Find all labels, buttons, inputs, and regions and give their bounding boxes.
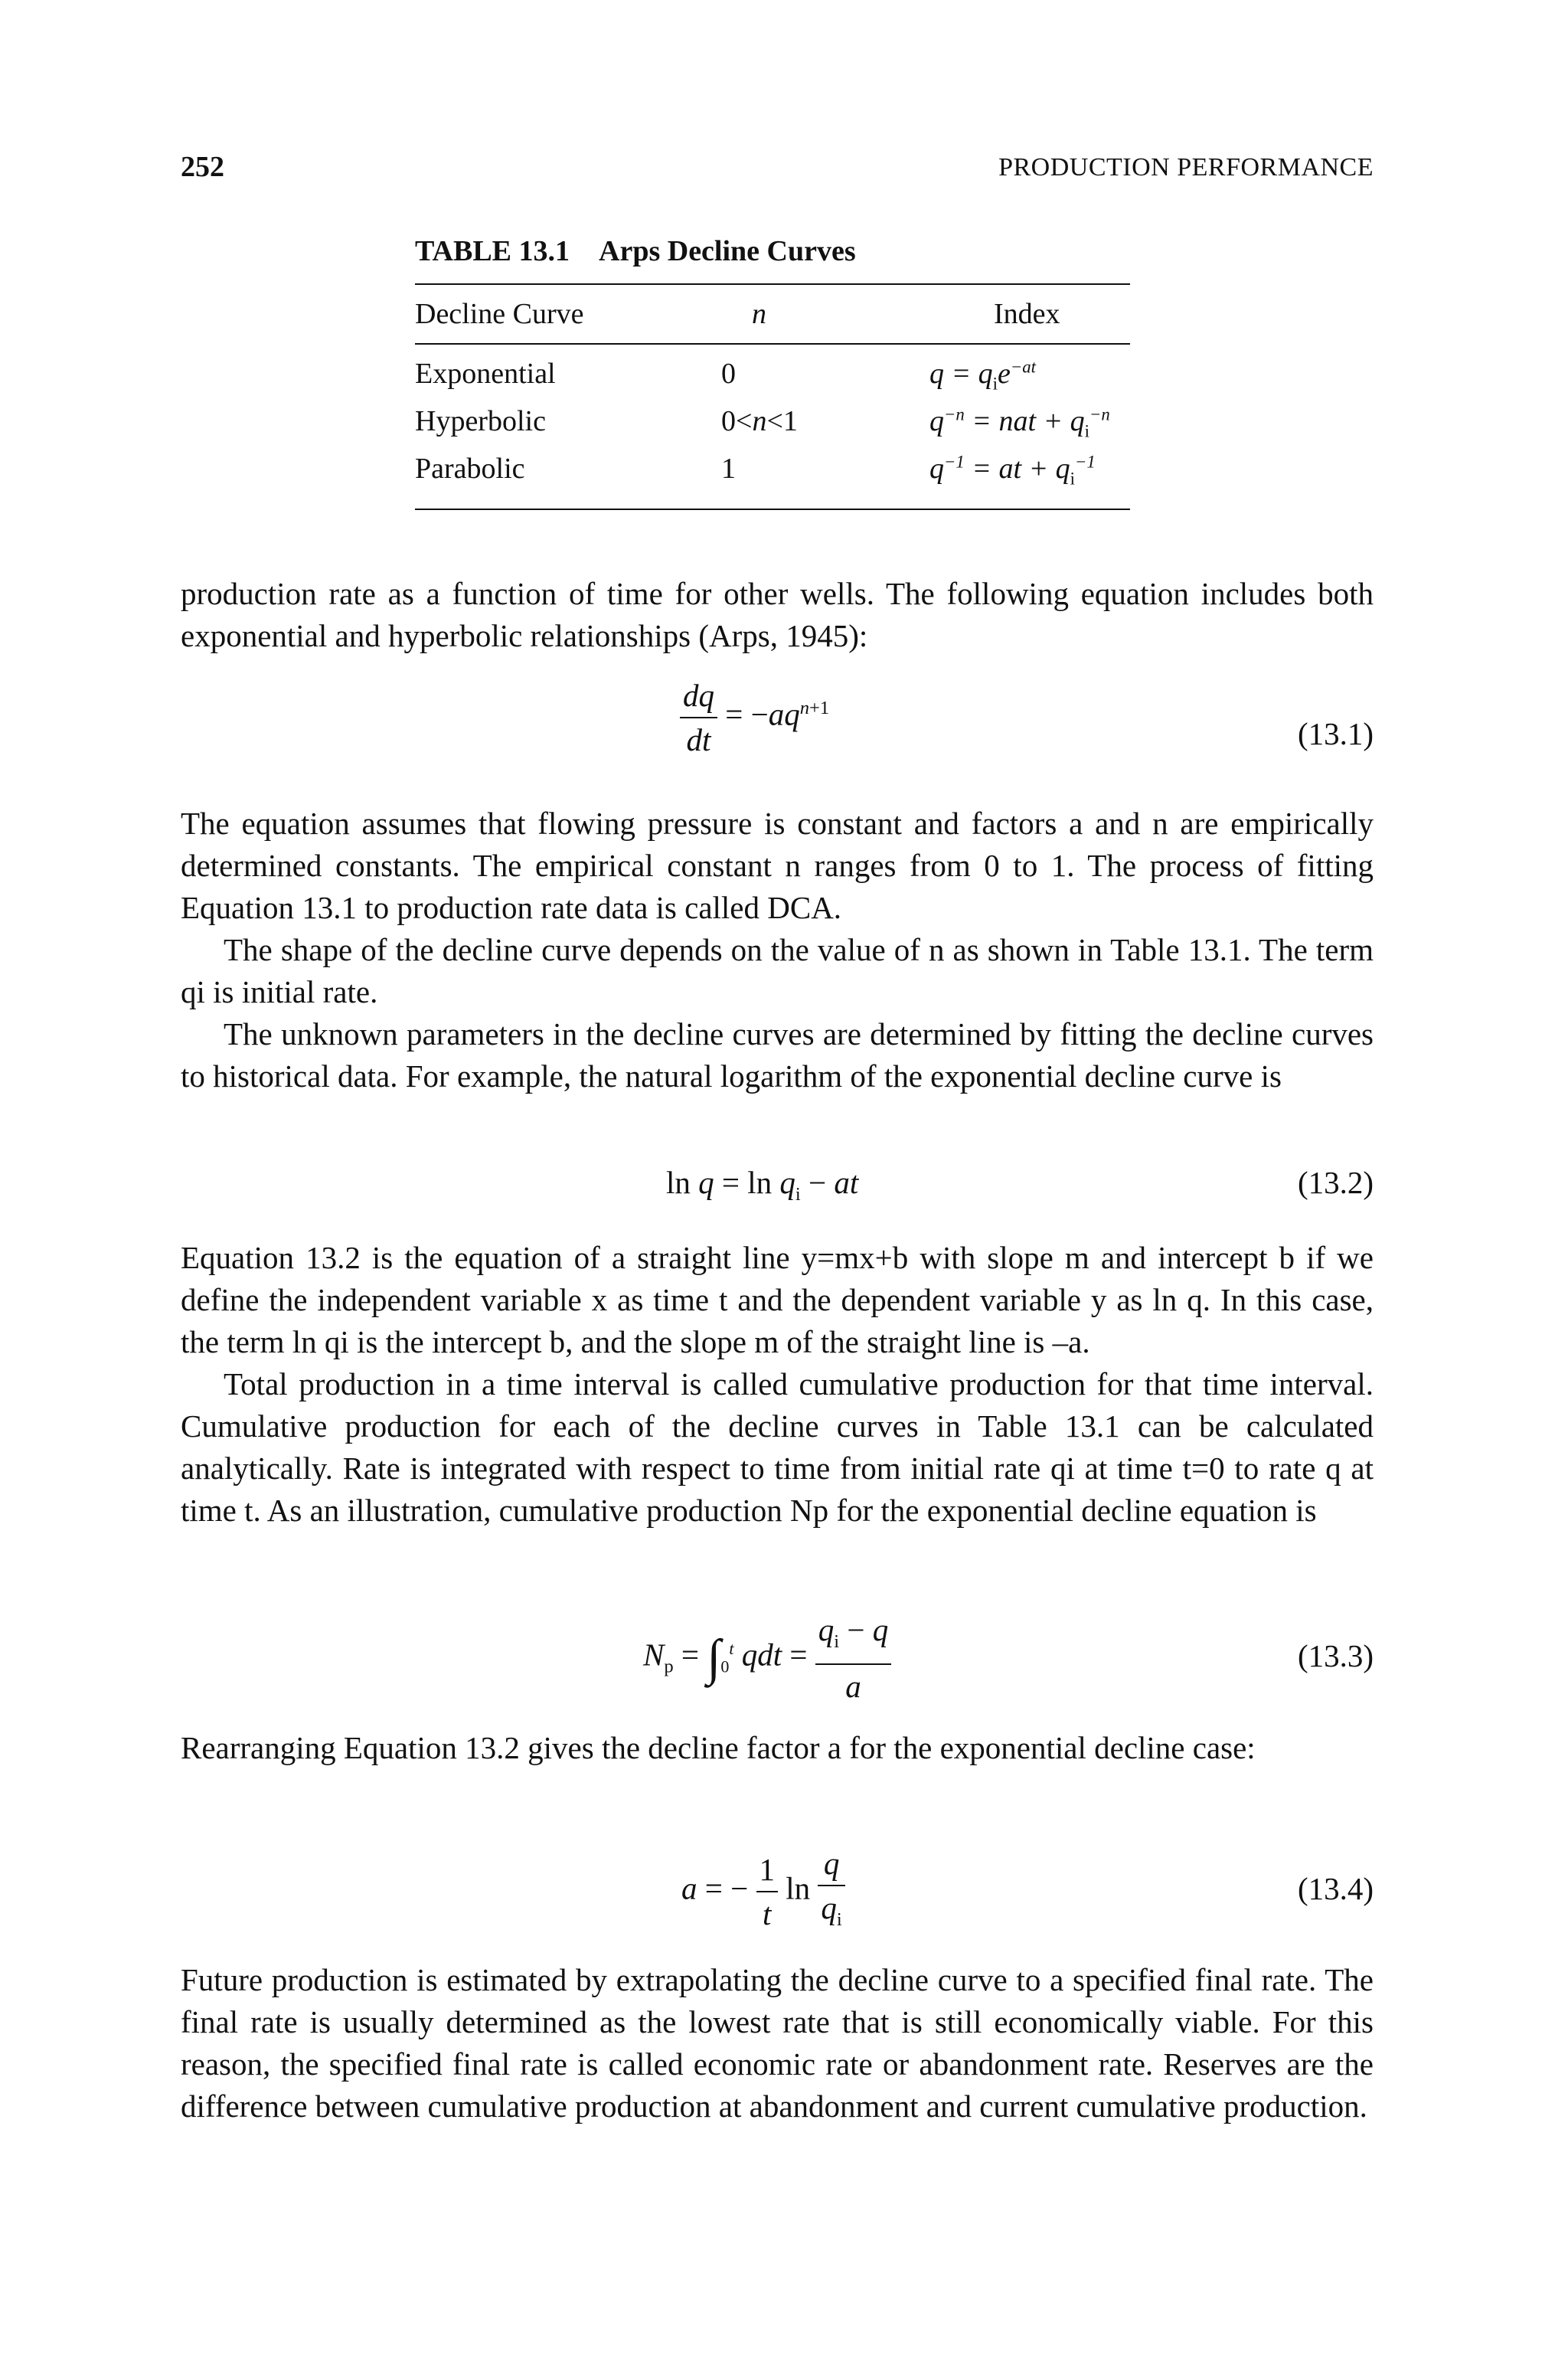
body-paragraph: production rate as a function of time for other wells. The following equation includes both exponential and hyperbolic relationships (Arps, 1945): [181, 576, 1374, 653]
equation-number: (13.2) [1297, 1165, 1374, 1200]
body-paragraph: The shape of the decline curve depends on the value of n as shown in Table 13.1. The term qi is initial rate. [181, 932, 1374, 1009]
table-bottom-rule [415, 509, 1130, 510]
table-row-n: 0 [721, 358, 736, 390]
table-row-curve: Hyperbolic [415, 405, 546, 437]
table-header-index: Index [994, 298, 1060, 330]
table-row-curve: Parabolic [415, 453, 525, 485]
running-title: PRODUCTION PERFORMANCE [998, 153, 1374, 182]
table-top-rule [415, 283, 1130, 285]
body-paragraph: The unknown parameters in the decline curves are determined by fitting the decline curves to historical data. For example, the natural logarithm of the exponential decline curve is [181, 1016, 1374, 1094]
table-row-index: $q^{-n}$ = nat + $q_i^{-n}$ [929, 404, 1110, 441]
body-paragraph: Equation 13.2 is the equation of a straight line y=mx+b with slope m and intercept b if we define the independent variable x as time t and the dependent variable y as ln q. In this case, the term ln qi is the intercept b, and the slope m of the straight line is –a. [181, 1240, 1374, 1359]
equation-number: (13.4) [1297, 1871, 1374, 1906]
table-header-n: n [752, 298, 766, 330]
table-title: Arps Decline Curves [599, 235, 856, 267]
table-label: TABLE 13.1 [415, 235, 570, 267]
equation-13-3: $N_p = \int_0^t$ qdt = $\frac{q_i - q}{a}$ [643, 1608, 891, 1708]
table-row-n: 0<n<1 [721, 405, 798, 437]
body-paragraph: Total production in a time interval is called cumulative production for that time interval. Cumulative production for each of the decline curves in Table 13.1 can be calculated analytically. Rate is integrated with respect to time from initial rate qi at time t=0 to rate q at time t. As an illustration, cumulative production Np for the exponential decline equation is [181, 1366, 1374, 1528]
table-header-decline-curve: Decline Curve [415, 298, 584, 330]
table-row-n: 1 [721, 453, 736, 485]
page-number: 252 [181, 151, 224, 183]
table-row-index: $q = q_ie^{-at}$ [929, 357, 1036, 394]
table-header-rule [415, 343, 1130, 345]
equation-13-1: $\frac{dq}{dt}$ = $-aq^{n+1}$ [680, 674, 829, 761]
equation-number: (13.3) [1297, 1638, 1374, 1673]
table-row-curve: Exponential [415, 358, 556, 390]
equation-13-4: a = − $\frac{1}{t}$ ln $\frac{q}{q_i}$ [681, 1842, 845, 1941]
body-paragraph: Future production is estimated by extrapolating the decline curve to a specified final rate. The final rate is usually determined as the lowest rate that is still economically viable. For this reason, the specified final rate is called economic rate or abandonment rate. Reserves are the difference between cumulative production at abandonment and current cumulative production. [181, 1962, 1374, 2124]
body-paragraph: The equation assumes that flowing pressure is constant and factors a and n are empirically determined constants. The empirical constant n ranges from 0 to 1. The process of fitting Equation 13.1 to production rate data is called DCA. [181, 806, 1374, 925]
equation-number: (13.1) [1297, 716, 1374, 751]
table-row-index: $q^{-1}$ = at + $q_i^{-1}$ [929, 452, 1096, 489]
table-caption [415, 234, 856, 268]
body-paragraph: Rearranging Equation 13.2 gives the decline factor a for the exponential decline case: [181, 1730, 1256, 1765]
equation-13-2: $\ln q = \ln q_i$ − at [666, 1165, 859, 1205]
